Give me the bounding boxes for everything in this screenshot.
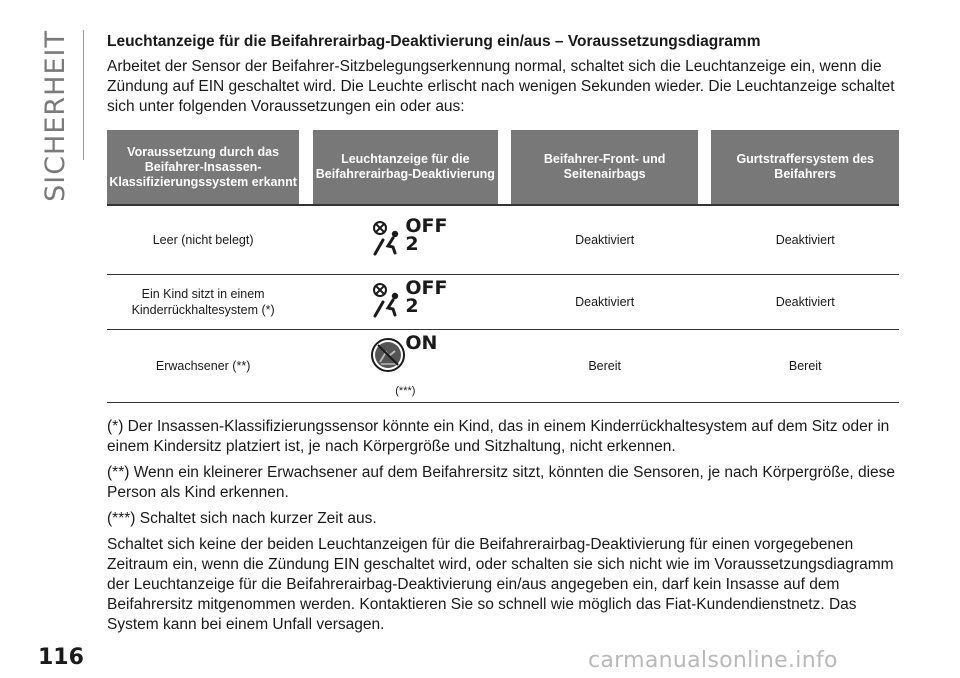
condition-table bbox=[107, 130, 899, 403]
passenger-airbag-off-icon bbox=[371, 282, 405, 318]
watermark: carmanualsonline.info bbox=[588, 648, 838, 673]
page-number: 116 bbox=[38, 645, 84, 670]
indicator-status-text: ON bbox=[405, 332, 438, 354]
passenger-airbag-off-icon bbox=[371, 220, 405, 256]
cell-indicator bbox=[313, 275, 498, 330]
cell-pretensioner: Deaktiviert bbox=[711, 275, 899, 330]
cell-condition: Erwachsener (**) bbox=[107, 330, 299, 403]
page-content bbox=[107, 32, 907, 641]
header-pretensioner: Gurtstraffersystem des Beifahrers bbox=[711, 130, 899, 206]
cell-pretensioner: Bereit bbox=[711, 330, 899, 403]
footnotes bbox=[107, 417, 907, 635]
table-row bbox=[107, 206, 899, 275]
cell-condition: Ein Kind sitzt in einem Kinderrückhaltesystem (*) bbox=[107, 275, 299, 330]
indicator-status-text: OFF bbox=[405, 215, 448, 237]
header-indicator: Leuchtanzeige für die Beifahrerairbag-Deaktivierung bbox=[313, 130, 498, 206]
cell-condition: Leer (nicht belegt) bbox=[107, 206, 299, 275]
indicator-footnote: (***) bbox=[395, 385, 416, 397]
airbag-off-indicator bbox=[365, 215, 448, 260]
section-divider-line bbox=[83, 30, 84, 160]
table-row bbox=[107, 330, 899, 403]
footnote: (*) Der Insassen-Klassifizierungssensor könnte ein Kind, das in einem Kinderrückhaltesystem auf dem Sitz oder in einem Kindersitz platziert ist, je nach Körpergröße und Sitzhaltung, nicht erkennen. bbox=[107, 418, 890, 455]
cell-indicator bbox=[313, 330, 498, 403]
warning-paragraph: Schaltet sich keine der beiden Leuchtanzeigen für die Beifahrerairbag-Deaktivierung für einen vorgegebenen Zeitraum ein, wenn die Zündung EIN geschaltet wird, oder schalten sie sich nicht wie im Voraussetzungsdiagramm der Leuchtanzeige für die Beifahrerairbag-Deaktivierung ein/aus angegeben ein, darf kein Insasse auf dem Beifahrersitz mitgenommen werden. Kontaktieren Sie so schnell wie möglich das Fiat-Kundendienstnetz. Das System kann bei einem Unfall versagen. bbox=[107, 536, 894, 633]
cell-pretensioner: Deaktiviert bbox=[711, 206, 899, 275]
cell-indicator bbox=[313, 206, 498, 275]
cell-airbags: Bereit bbox=[511, 330, 697, 403]
page-title: Leuchtanzeige für die Beifahrerairbag-Deaktivierung ein/aus – Voraussetzungsdiagramm bbox=[107, 33, 761, 50]
section-label: SICHERHEIT bbox=[40, 30, 71, 202]
cell-airbags: Deaktiviert bbox=[511, 275, 697, 330]
cell-airbags: Deaktiviert bbox=[511, 206, 697, 275]
intro-paragraph: Arbeitet der Sensor der Beifahrer-Sitzbelegungserkennung normal, schaltet sich die Leuchtanzeige ein, wenn die Zündung auf EIN geschaltet wird. Die Leuchte erlischt nach wenigen Sekunden wieder. Die Leuchtanzeige schaltet sich unter folgenden Voraussetzungen ein oder aus: bbox=[107, 58, 895, 115]
indicator-status-text: OFF bbox=[405, 277, 448, 299]
table-row bbox=[107, 275, 899, 330]
header-condition: Voraussetzung durch das Beifahrer-Insassen-Klassifizierungssystem erkannt bbox=[107, 130, 299, 206]
footnote: (**) Wenn ein kleinerer Erwachsener auf dem Beifahrersitz sitzt, könnten die Sensoren, je nach Körpergröße, diese Person als Kind erkennen. bbox=[107, 464, 896, 501]
airbag-off-indicator bbox=[365, 277, 448, 322]
indicator-sub-text: 2 bbox=[405, 295, 419, 317]
indicator-sub-text: 2 bbox=[405, 233, 419, 255]
passenger-airbag-on-icon bbox=[371, 337, 407, 373]
footnote: (***) Schaltet sich nach kurzer Zeit aus. bbox=[107, 510, 377, 527]
airbag-on-indicator bbox=[365, 333, 445, 377]
header-airbags: Beifahrer-Front- und Seitenairbags bbox=[511, 130, 697, 206]
